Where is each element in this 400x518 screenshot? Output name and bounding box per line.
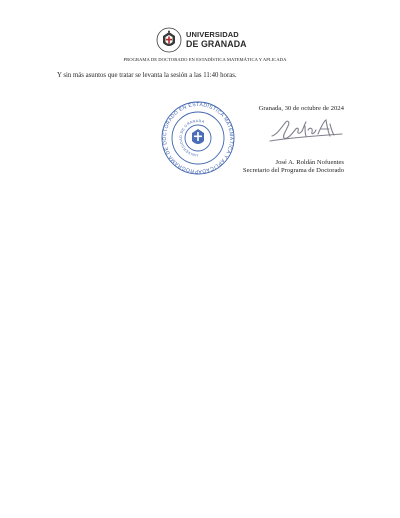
university-logo — [156, 27, 256, 53]
program-title: PROGRAMA DE DOCTORADO EN ESTADÍSTICA MATEMÁTICA Y APLICADA — [123, 57, 287, 62]
logo-wordmark — [186, 30, 247, 49]
stamp-inner-text: UNIVERSIDAD DE GRANADA — [178, 118, 205, 158]
closing-statement: Y sin más asuntos que tratar se levanta la sesión a las 11:40 horas. — [57, 72, 237, 79]
place-and-date: Granada, 30 de octubre de 2024 — [258, 105, 344, 112]
university-crest-icon — [156, 27, 182, 53]
logo-line-university: UNIVERSIDAD — [186, 30, 239, 39]
official-stamp-icon — [158, 100, 238, 176]
stamp-outer-text: PROGRAMA DE DOCTORADO EN ESTADÍSTICA MATEMÁTICA Y APLICADA — [161, 101, 235, 175]
signer-role: Secretario del Programa de Doctorado — [242, 167, 344, 174]
handwritten-signature-icon — [268, 114, 344, 146]
signer-name: José A. Roldán Nofuentes — [275, 159, 344, 166]
logo-line-granada: DE GRANADA — [186, 39, 247, 49]
